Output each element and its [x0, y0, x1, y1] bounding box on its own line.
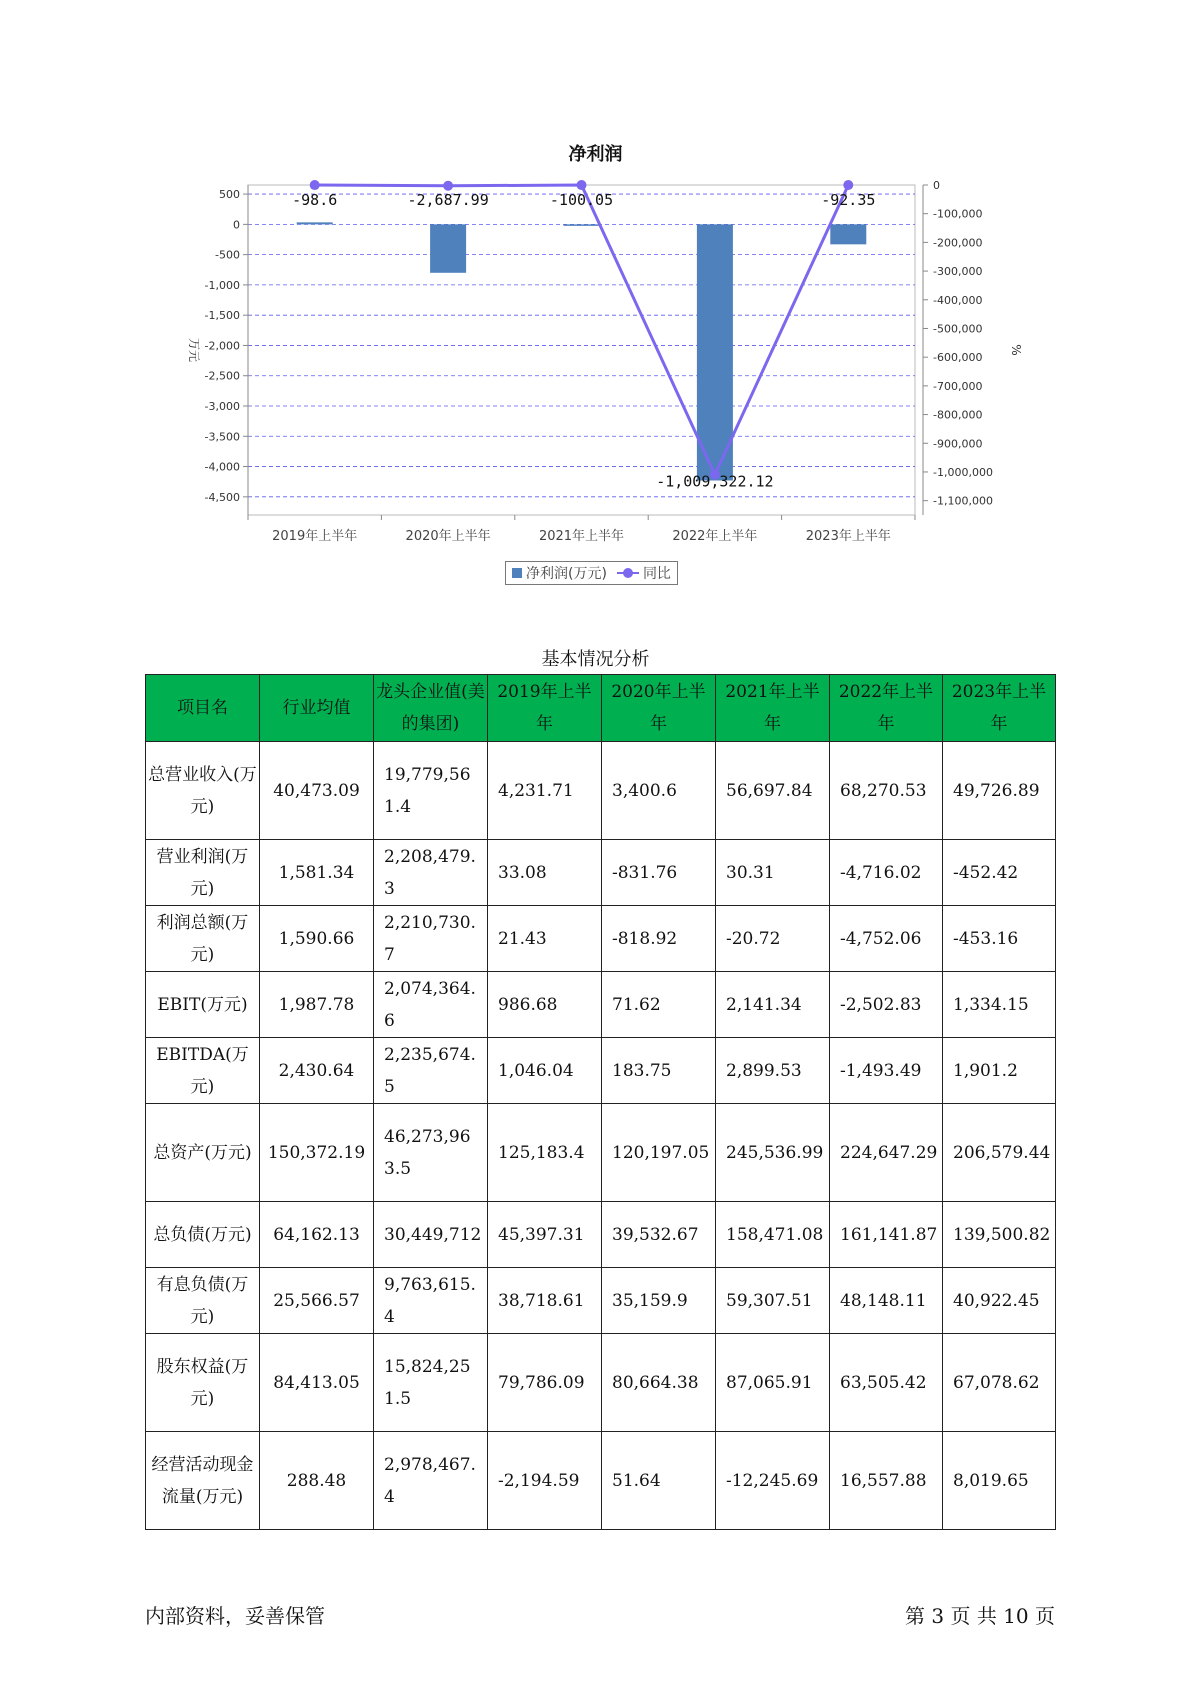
cell-y2022: -4,716.02: [830, 840, 943, 906]
y-right-tick-label: -1,100,000: [933, 494, 993, 508]
y-right-tick-label: -700,000: [933, 379, 983, 393]
cell-y2023: 8,019.65: [943, 1432, 1056, 1530]
footer-note: 内部资料，妥善保管: [145, 1604, 325, 1628]
cell-y2019: 38,718.61: [488, 1268, 602, 1334]
row-label: 总资产(万元): [146, 1104, 260, 1202]
y-left-tick-label: -500: [215, 248, 240, 262]
x-tick-label: 2022年上半年: [672, 529, 758, 544]
cell-avg: 2,430.64: [260, 1038, 374, 1104]
row-label: EBIT(万元): [146, 972, 260, 1038]
cell-y2022: 68,270.53: [830, 742, 943, 840]
y-right-tick-label: -900,000: [933, 437, 983, 451]
legend-line-label: 同比: [642, 566, 671, 582]
cell-y2019: 4,231.71: [488, 742, 602, 840]
cell-y2020: 183.75: [602, 1038, 716, 1104]
legend-item-net-profit: [512, 563, 607, 583]
row-label: 利润总额(万元): [146, 906, 260, 972]
header-2021: 2021年上半年: [716, 675, 830, 742]
data-label: -1,009,322.12: [656, 472, 774, 491]
bar: [430, 224, 466, 272]
cell-avg: 1,581.34: [260, 840, 374, 906]
cell-y2019: 79,786.09: [488, 1334, 602, 1432]
cell-y2022: -4,752.06: [830, 906, 943, 972]
cell-leader: 2,235,674.5: [374, 1038, 488, 1104]
cell-y2023: 49,726.89: [943, 742, 1056, 840]
cell-avg: 25,566.57: [260, 1268, 374, 1334]
cell-leader: 30,449,712: [374, 1202, 488, 1268]
row-label: EBITDA(万元): [146, 1038, 260, 1104]
table-row: [146, 1432, 1056, 1530]
table-header-row: [146, 675, 1056, 742]
cell-y2020: 3,400.6: [602, 742, 716, 840]
table-row: [146, 906, 1056, 972]
cell-leader: 2,978,467.4: [374, 1432, 488, 1530]
cell-y2022: 224,647.29: [830, 1104, 943, 1202]
cell-y2022: 16,557.88: [830, 1432, 943, 1530]
yoy-point: [443, 181, 453, 191]
table-row: [146, 742, 1056, 840]
cell-y2023: 40,922.45: [943, 1268, 1056, 1334]
cell-y2021: 158,471.08: [716, 1202, 830, 1268]
cell-avg: 288.48: [260, 1432, 374, 1530]
table-row: [146, 972, 1056, 1038]
cell-y2020: -831.76: [602, 840, 716, 906]
legend-item-yoy: [617, 563, 671, 583]
bar: [697, 224, 733, 480]
cell-avg: 1,590.66: [260, 906, 374, 972]
y-left-tick-label: -4,500: [204, 490, 240, 504]
bar: [564, 224, 600, 226]
row-label: 营业利润(万元): [146, 840, 260, 906]
cell-leader: 2,210,730.7: [374, 906, 488, 972]
cell-y2021: 87,065.91: [716, 1334, 830, 1432]
cell-y2022: 48,148.11: [830, 1268, 943, 1334]
header-leader-value: 龙头企业值(美的集团): [374, 675, 488, 742]
cell-y2019: 33.08: [488, 840, 602, 906]
table-row: [146, 1334, 1056, 1432]
y-right-tick-label: -1,000,000: [933, 465, 993, 479]
cell-y2020: 120,197.05: [602, 1104, 716, 1202]
table-row: [146, 1202, 1056, 1268]
header-2020: 2020年上半年: [602, 675, 716, 742]
y-right-tick-label: -300,000: [933, 265, 983, 279]
cell-y2022: 63,505.42: [830, 1334, 943, 1432]
cell-y2023: 67,078.62: [943, 1334, 1056, 1432]
cell-y2020: 51.64: [602, 1432, 716, 1530]
cell-y2019: 45,397.31: [488, 1202, 602, 1268]
legend-bar-swatch: [512, 568, 522, 578]
y-left-axis-label: 万元: [187, 337, 201, 363]
header-industry-avg: 行业均值: [260, 675, 374, 742]
cell-y2021: -12,245.69: [716, 1432, 830, 1530]
cell-avg: 84,413.05: [260, 1334, 374, 1432]
header-2022: 2022年上半年: [830, 675, 943, 742]
bar: [830, 224, 866, 244]
cell-y2021: 2,141.34: [716, 972, 830, 1038]
table-row: [146, 1038, 1056, 1104]
header-item-name: 项目名: [146, 675, 260, 742]
row-label: 总营业收入(万元): [146, 742, 260, 840]
cell-y2022: -2,502.83: [830, 972, 943, 1038]
cell-y2023: -452.42: [943, 840, 1056, 906]
yoy-line: [315, 185, 849, 475]
chart-legend: [505, 561, 678, 585]
header-2023: 2023年上半年: [943, 675, 1056, 742]
cell-y2023: 206,579.44: [943, 1104, 1056, 1202]
legend-bar-label: 净利润(万元): [526, 566, 607, 582]
legend-line-swatch: [617, 568, 639, 578]
plot-area: [248, 185, 915, 515]
header-2019: 2019年上半年: [488, 675, 602, 742]
cell-y2020: 39,532.67: [602, 1202, 716, 1268]
y-right-tick-label: -500,000: [933, 322, 983, 336]
yoy-point: [577, 180, 587, 190]
cell-avg: 1,987.78: [260, 972, 374, 1038]
bar: [297, 222, 333, 224]
cell-y2021: 59,307.51: [716, 1268, 830, 1334]
x-tick-label: 2021年上半年: [538, 529, 625, 544]
cell-avg: 64,162.13: [260, 1202, 374, 1268]
y-right-tick-label: -400,000: [933, 293, 983, 307]
cell-y2021: 245,536.99: [716, 1104, 830, 1202]
x-tick-label: 2019年上半年: [272, 529, 358, 544]
y-left-tick-label: -3,000: [204, 400, 240, 414]
cell-y2021: 30.31: [716, 840, 830, 906]
y-left-tick-label: -4,000: [204, 460, 240, 474]
y-left-tick-label: -1,500: [204, 309, 240, 323]
cell-y2021: -20.72: [716, 906, 830, 972]
cell-leader: 2,208,479.3: [374, 840, 488, 906]
cell-y2019: 1,046.04: [488, 1038, 602, 1104]
net-profit-chart: [0, 0, 1191, 560]
y-right-tick-label: 0: [933, 179, 940, 192]
cell-y2022: 161,141.87: [830, 1202, 943, 1268]
cell-y2019: 21.43: [488, 906, 602, 972]
data-label: -98.6: [292, 191, 338, 209]
cell-y2019: -2,194.59: [488, 1432, 602, 1530]
y-right-axis-label: %: [1009, 344, 1023, 356]
cell-leader: 19,779,561.4: [374, 742, 488, 840]
cell-y2021: 56,697.84: [716, 742, 830, 840]
yoy-point: [310, 180, 320, 190]
y-left-tick-label: -1,000: [204, 278, 240, 292]
y-right-tick-label: -100,000: [933, 207, 983, 221]
table-row: [146, 1104, 1056, 1202]
y-right-tick-label: -200,000: [933, 236, 983, 250]
cell-y2020: 80,664.38: [602, 1334, 716, 1432]
cell-y2019: 986.68: [488, 972, 602, 1038]
cell-y2020: 71.62: [602, 972, 716, 1038]
cell-y2020: -818.92: [602, 906, 716, 972]
cell-y2021: 2,899.53: [716, 1038, 830, 1104]
y-left-tick-label: -3,500: [204, 430, 240, 444]
page-number: 第 3 页 共 10 页: [905, 1604, 1055, 1628]
x-tick-label: 2020年上半年: [405, 529, 491, 544]
y-left-tick-label: -2,000: [204, 339, 240, 353]
row-label: 总负债(万元): [146, 1202, 260, 1268]
data-label: -2,687.99: [407, 191, 489, 209]
y-left-tick-label: 500: [219, 188, 240, 202]
row-label: 股东权益(万元): [146, 1334, 260, 1432]
cell-leader: 2,074,364.6: [374, 972, 488, 1038]
y-left-tick-label: 0: [233, 218, 240, 232]
cell-leader: 15,824,251.5: [374, 1334, 488, 1432]
cell-y2022: -1,493.49: [830, 1038, 943, 1104]
cell-avg: 40,473.09: [260, 742, 374, 840]
table-row: [146, 840, 1056, 906]
data-label: -92.35: [821, 191, 876, 209]
x-tick-label: 2023年上半年: [805, 529, 891, 544]
cell-y2023: 139,500.82: [943, 1202, 1056, 1268]
cell-y2023: 1,901.2: [943, 1038, 1056, 1104]
cell-y2020: 35,159.9: [602, 1268, 716, 1334]
chart-title: 净利润: [568, 144, 623, 165]
row-label: 经营活动现金流量(万元): [146, 1432, 260, 1530]
table-row: [146, 1268, 1056, 1334]
cell-y2023: -453.16: [943, 906, 1056, 972]
y-left-tick-label: -2,500: [204, 369, 240, 383]
basic-analysis-table: [145, 674, 1056, 1530]
cell-y2019: 125,183.4: [488, 1104, 602, 1202]
data-label: -100.05: [549, 191, 614, 209]
row-label: 有息负债(万元): [146, 1268, 260, 1334]
y-right-tick-label: -600,000: [933, 351, 983, 365]
yoy-point: [843, 180, 853, 190]
cell-y2023: 1,334.15: [943, 972, 1056, 1038]
y-right-tick-label: -800,000: [933, 408, 983, 422]
cell-leader: 46,273,963.5: [374, 1104, 488, 1202]
cell-leader: 9,763,615.4: [374, 1268, 488, 1334]
cell-avg: 150,372.19: [260, 1104, 374, 1202]
table-title: 基本情况分析: [541, 649, 650, 670]
